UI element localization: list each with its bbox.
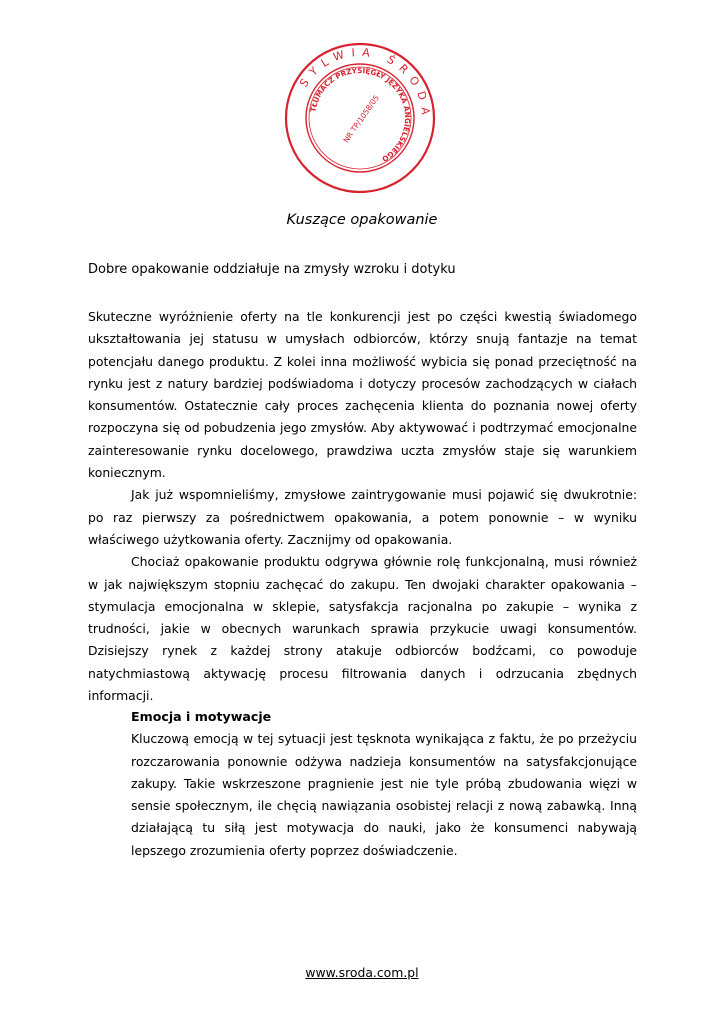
paragraph: Skuteczne wyróżnienie oferty na tle konkurencji jest po części kwestią świadomego ukształtowania jej statusu w umysłach odbiorców, którzy snują fantazje na temat potencjału danego produktu. Z kolei inna możliwość wybicia się ponad przeciętność na rynku jest z natury bardziej podświadoma i dotyczy procesów zachodzących w ciałach konsumentów. Ostatecznie cały proces zachęcenia klienta do poznania nowej oferty rozpoczyna się od pobudzenia jego zmysłów. Aby aktywować i podtrzymać emocjonalne zainteresowanie rynku docelowego, prawdziwa uczta zmysłów staje się warunkiem koniecznym. <box>88 309 637 481</box>
paragraph: Jak już wspomnieliśmy, zmysłowe zaintrygowanie musi pojawić się dwukrotnie: po raz pierwszy za pośrednictwem opakowania, a potem ponownie – w wyniku właściwego użytkowania oferty. Zacznijmy od opakowania. <box>88 487 637 547</box>
svg-text:NR TP/1058/05: NR TP/1058/05 <box>341 93 381 145</box>
section-paragraph: Kluczową emocją w tej sytuacji jest tęsknota wynikająca z faktu, że po przeżyciu rozczarowania ponownie odżywa nadzieja konsumentów na satysfakcjonujące zakupy. Takie wskrzeszone pragnienie jest nie tyle próbą zbudowania więzi w sensie społecznym, ile chęcią nawiązania osobistej relacji z nową zabawką. Inną działającą tu siłą jest motywacja do nauki, jako że konsumenci nabywają lepszego zrozumienia oferty poprzez doświadczenie. <box>131 731 637 858</box>
svg-text:TŁUMACZ PRZYSIĘGŁY JĘZYKA ANGI: TŁUMACZ PRZYSIĘGŁY JĘZYKA ANGIELSKIEGO <box>308 65 413 164</box>
document-subtitle: Dobre opakowanie oddziałuje na zmysły wzroku i dotyku <box>88 262 456 277</box>
section-heading: Emocja i motywacje <box>131 709 272 724</box>
svg-text:SYLWIA ŚRODA: SYLWIA ŚRODA <box>297 45 433 123</box>
footer-website-link[interactable]: www.sroda.com.pl <box>305 965 419 980</box>
section-emotions <box>131 706 637 862</box>
document-title: Kuszące opakowanie <box>286 212 438 228</box>
document-body <box>88 306 637 707</box>
paragraph: Chociaż opakowanie produktu odgrywa głównie rolę funkcjonalną, musi również w jak największym stopniu zachęcać do zakupu. Ten dwojaki charakter opakowania – stymulacja emocjonalna w sklepie, satysfakcja racjonalna po zakupie – wynika z trudności, jakie w obecnych warunkach sprawia przykucie uwagi konsumentów. Dzisiejszy rynek z każdej strony atakuje odbiorców bodźcami, co powoduje natychmiastową aktywację procesu filtrowania danych i odrzucania zbędnych informacji. <box>88 554 637 704</box>
stamp-seal-icon <box>282 40 438 196</box>
translator-stamp <box>282 40 438 196</box>
